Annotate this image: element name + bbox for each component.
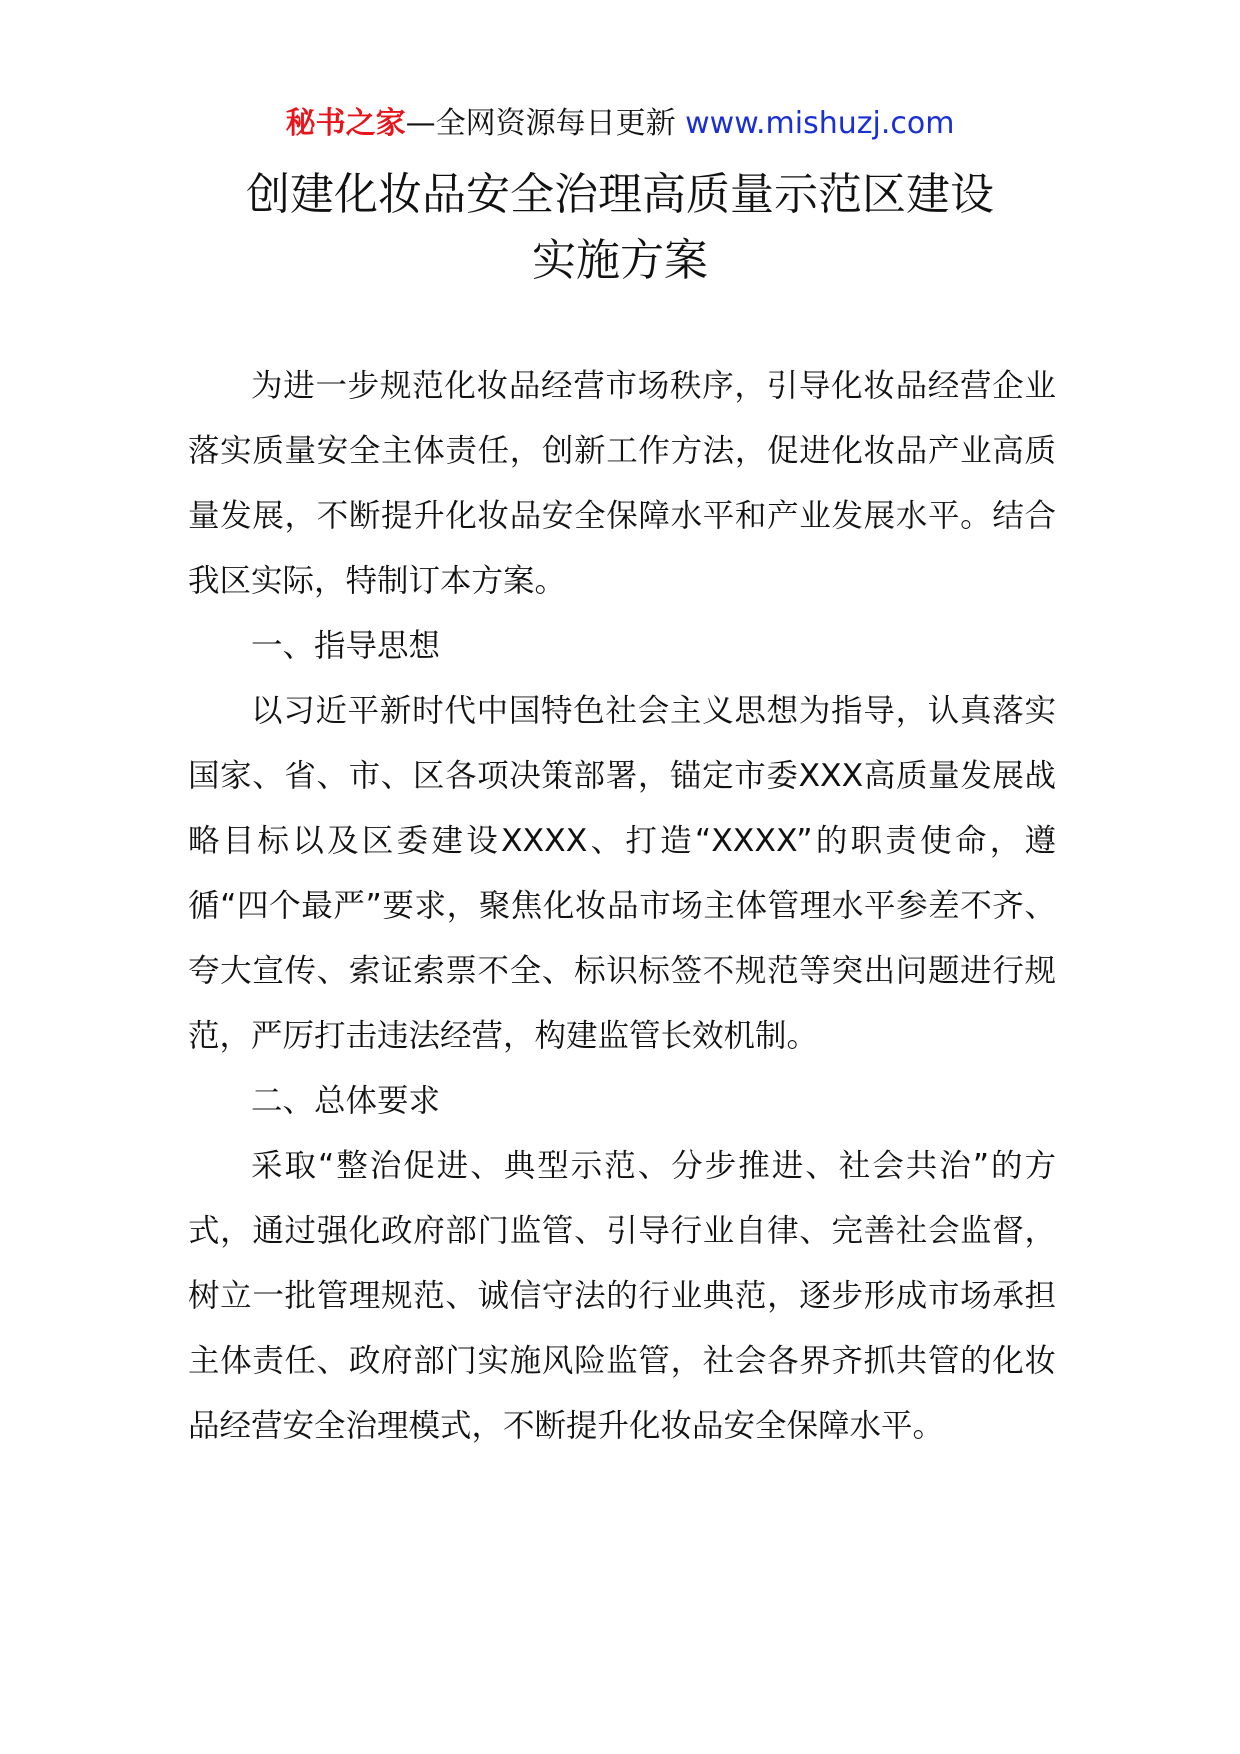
section-heading-general-requirements: 二、总体要求 <box>251 1083 441 1119</box>
general-requirements-paragraph: 采取“整治促进、典型示范、分步推进、社会共治”的方式，通过强化政府部门监管、引导行业自律、完善社会监督，树立一批管理规范、诚信守法的行业典范，逐步形成市场承担主体责任、政府部门实施风险监管，社会各界齐抓共管的化妆品经营安全治理模式，不断提升化妆品安全保障水平。 <box>188 1148 1056 1444</box>
brand-name: 秘书之家 <box>285 106 406 141</box>
guiding-ideology-paragraph: 以习近平新时代中国特色社会主义思想为指导，认真落实国家、省、市、区各项决策部署，锚定市委XXX高质量发展战略目标以及区委建设XXXX、打造“XXXX”的职责使命，遵循“四个最严”要求，聚焦化妆品市场主体管理水平参差不齐、夸大宣传、索证索票不全、标识标签不规范等突出问题进行规范，严厉打击违法经营，构建监管长效机制。 <box>188 693 1056 1054</box>
title-line-2: 实施方案 <box>532 235 708 286</box>
title-line-1: 创建化妆品安全治理高质量示范区建设 <box>246 169 994 220</box>
intro-paragraph: 为进一步规范化妆品经营市场秩序，引导化妆品经营企业落实质量安全主体责任，创新工作方法，促进化妆品产业高质量发展，不断提升化妆品安全保障水平和产业发展水平。结合我区实际，特制订本方案。 <box>188 368 1056 599</box>
document-body <box>188 354 1056 1459</box>
document-title <box>0 162 1240 294</box>
website-url[interactable]: www.mishuzj.com <box>685 106 955 141</box>
header-watermark-line <box>0 104 1240 144</box>
header-slogan: —全网资源每日更新 <box>405 106 686 141</box>
section-heading-guiding-ideology: 一、指导思想 <box>251 628 441 664</box>
